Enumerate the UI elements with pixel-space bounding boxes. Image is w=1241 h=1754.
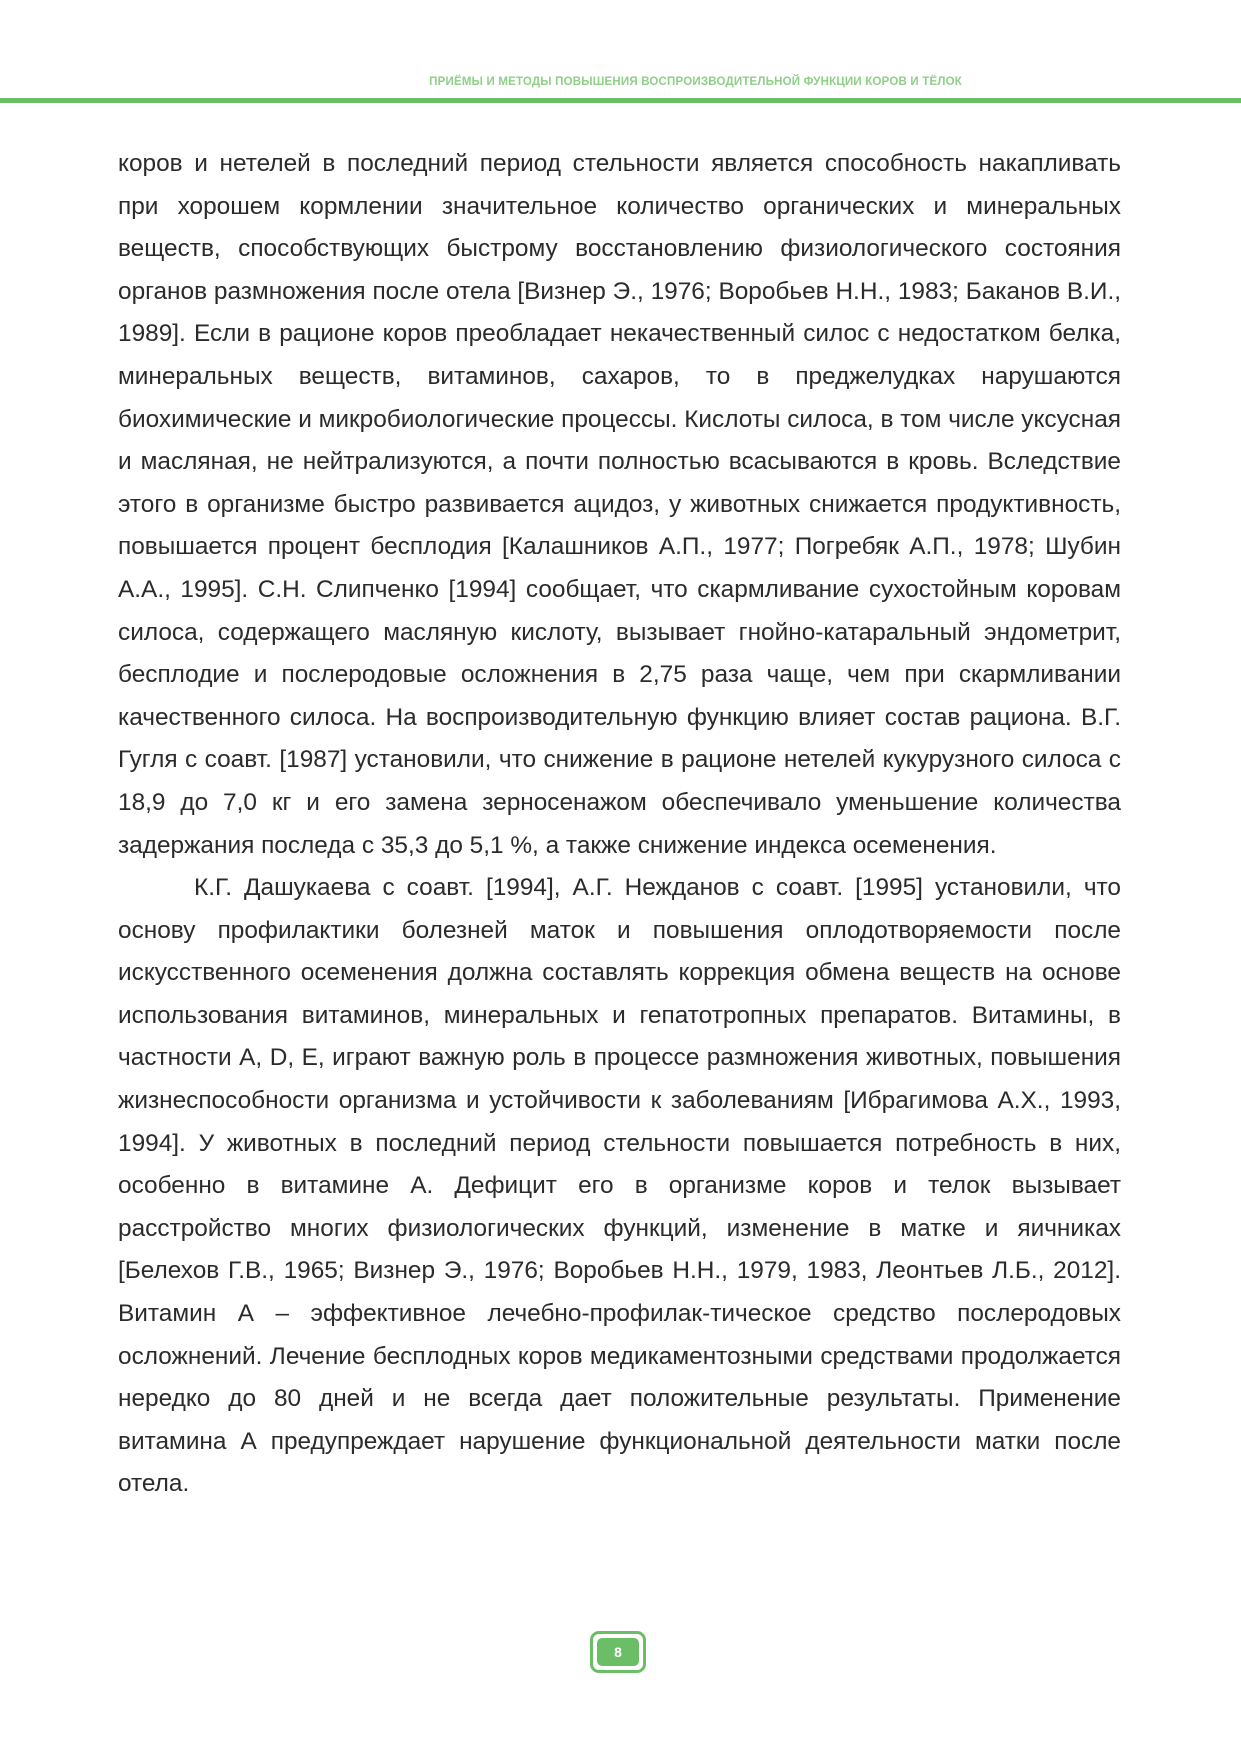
running-header xyxy=(0,76,1241,104)
page-body xyxy=(118,143,1121,1506)
running-header-title: ПРИЁМЫ И МЕТОДЫ ПОВЫШЕНИЯ ВОСПРОИЗВОДИТЕЛЬНОЙ ФУНКЦИИ КОРОВ И ТЁЛОК xyxy=(429,76,962,88)
body-paragraph-2: К.Г. Дашукаева с соавт. [1994], А.Г. Нежданов с соавт. [1995] установили, что основу профилактики болезней маток и повышения оплодотворяемости после искусственного осеменения должна составлять коррекция обмена веществ на основе использования витаминов, минеральных и гепатотропных препаратов. Витамины, в частности A, D, E, играют важную роль в процессе размножения животных, повышения жизнеспособности организма и устойчивости к заболеваниям [Ибрагимова А.Х., 1993, 1994]. У животных в последний период стельности повышается потребность в них, особенно в витамине А. Дефицит его в организме коров и телок вызывает расстройство многих физиологических функций, изменение в матке и яичниках [Белехов Г.В., 1965; Визнер Э., 1976; Воробьев Н.Н., 1979, 1983, Леонтьев Л.Б., 2012]. Витамин А – эффективное лечебно-профилак-тическое средство послеродовых осложнений. Лечение бесплодных коров медикаментозными средствами продолжается нередко до 80 дней и не всегда дает положительные результаты. Применение витамина А предупреждает нарушение функциональной деятельности матки после отела. xyxy=(118,874,1121,1498)
header-rule xyxy=(0,98,1241,103)
page-number-badge xyxy=(590,1631,646,1673)
body-paragraph-1: коров и нетелей в последний период стельности является способность накапливать при хорошем кормлении значительное количество органических и минеральных веществ, способствующих быстрому восстановлению физиологического состояния органов размножения после отела [Визнер Э., 1976; Воробьев Н.Н., 1983; Баканов В.И., 1989]. Если в рационе коров преобладает некачественный силос с недостатком белка, минеральных веществ, витаминов, сахаров, то в преджелудках нарушаются биохимические и микробиологические процессы. Кислоты силоса, в том числе уксусная и масляная, не нейтрализуются, а почти полностью всасываются в кровь. Вследствие этого в организме быстро развивается ацидоз, у животных снижается продуктивность, повышается процент бесплодия [Калашников А.П., 1977; Погребяк А.П., 1978; Шубин А.А., 1995]. С.Н. Слипченко [1994] сообщает, что скармливание сухостойным коровам силоса, содержащего масляную кислоту, вызывает гнойно-катаральный эндометрит, бесплодие и послеродовые осложнения в 2,75 раза чаще, чем при скармливании качественного силоса. На воспроизводительную функцию влияет состав рациона. В.Г. Гугля с соавт. [1987] установили, что снижение в рационе нетелей кукурузного силоса с 18,9 до 7,0 кг и его замена зерносенажом обеспечивало уменьшение количества задержания последа с 35,3 до 5,1 %, а также снижение индекса осеменения. xyxy=(118,150,1121,859)
page-number: 8 xyxy=(597,1638,639,1666)
